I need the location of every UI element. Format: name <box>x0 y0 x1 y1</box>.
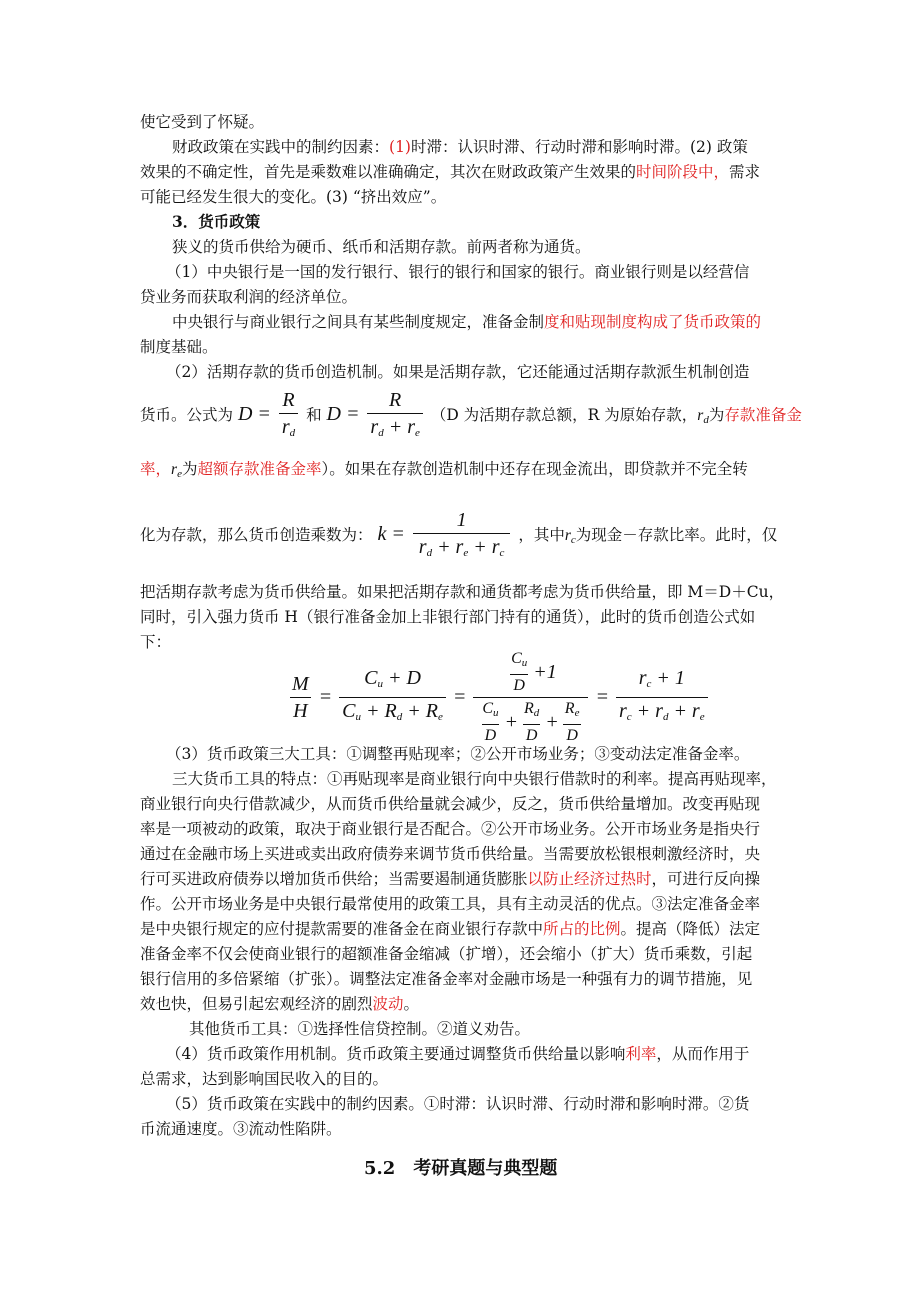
fraction: $\frac{1}{r_d + r_e + r_c}$ <box>413 509 511 564</box>
paragraph-line: 使它受到了怀疑。 <box>140 113 265 131</box>
paragraph-line: 效果的不确定性，首先是乘数难以准确确定，其次在财政政策产生效果的时间阶段中，需求 <box>140 163 761 181</box>
money-creation-formula: $\frac{M}{H}$ = $\frac{C_u + D}{C_u + R_d + R_e}$ = $\frac{C_u}{D}$ +1 $\frac{C_u}{D}$ + $\frac{R_d}{D}$ + $\frac{R_e}{D}$ = $\frac{r_c + 1}{r_c + r_d + r_e}$ <box>286 652 711 742</box>
section-heading: 3．货币政策 <box>172 212 261 231</box>
paragraph-line: 行可买进政府债券以增加货币供给；当需要遏制通货膨胀以防止经济过热时，可进行反向操 <box>140 870 761 888</box>
paragraph-line: 银行信用的多倍紧缩（扩张）。调整法定准备金率对金融市场是一种强有力的调节措施，见 <box>140 970 753 988</box>
formula-line: 货币。公式为 D = $\frac{R}{r_d}$ 和 D = $\frac{R}{r_d + r_e}$ （D 为活期存款总额，R 为原始存款，$r_d$为存款准备金 <box>140 386 782 442</box>
formula-d: D = <box>237 403 271 425</box>
paragraph-line: 同时，引入强力货币 H（银行准备金加上非银行部门持有的通货），此时的货币创造公式如 <box>140 608 756 626</box>
paragraph-line: 狭义的货币供给为硬币、纸币和活期存款。前两者称为通货。 <box>172 238 591 256</box>
paragraph-line: 币流通速度。③流动性陷阱。 <box>140 1120 342 1138</box>
paragraph-line: （2）活期存款的货币创造机制。如果是活期存款，它还能通过活期存款派生机制创造 <box>166 363 750 381</box>
section-title: 5.2 考研真题与典型题 <box>364 1158 558 1179</box>
paragraph-line: （4）货币政策作用机制。货币政策主要通过调整货币供给量以影响利率，从而作用于 <box>166 1045 750 1063</box>
paragraph-line: 效也快，但易引起宏观经济的剧烈波动。 <box>140 995 420 1013</box>
paragraph-line: 其他货币工具：①选择性信贷控制。②道义劝告。 <box>189 1020 531 1038</box>
paragraph-line: （3）货币政策三大工具：①调整再贴现率；②公开市场业务；③变动法定准备金率。 <box>166 745 750 763</box>
paragraph-line: 是中央银行规定的应付提款需要的准备金在商业银行存款中所占的比例。提高（降低）法定 <box>140 920 761 938</box>
paragraph-line: 下： <box>140 633 172 651</box>
paragraph-line: 准备金率不仅会使商业银行的超额准备金缩减（扩增），还会缩小（扩大）货币乘数，引起 <box>140 945 753 963</box>
paragraph-line: 率，$r_e$为超额存款准备金率）。如果在存款创造机制中还存在现金流出，即贷款并不完全转 <box>140 460 748 480</box>
paragraph-line: 商业银行向央行借款减少，从而货币供给量就会减少，反之，货币供给量增加。改变再贴现 <box>140 795 761 813</box>
formula-line: 化为存款，那么货币创造乘数为： k = $\frac{1}{r_d + r_e + r_c}$ ，其中$r_c$为现金－存款比率。此时，仅 <box>140 506 782 562</box>
paragraph-line: 可能已经发生很大的变化。(3) “挤出效应”。 <box>140 188 447 206</box>
fraction: $\frac{R}{r_d + r_e}$ <box>367 389 422 444</box>
paragraph-line: 财政政策在实践中的制约因素：(1)时滞：认识时滞、行动时滞和影响时滞。(2) 政策 <box>172 138 748 156</box>
paragraph-line: （5）货币政策在实践中的制约因素。①时滞：认识时滞、行动时滞和影响时滞。②货 <box>166 1095 750 1113</box>
paragraph-line: 贷业务而获取利润的经济单位。 <box>140 288 358 306</box>
fraction: $\frac{R}{r_d}$ <box>279 389 298 444</box>
paragraph-line: 通过在金融市场上买进或卖出政府债券来调节货币供给量。当需要放松银根刺激经济时，央 <box>140 845 761 863</box>
paragraph-line: 制度基础。 <box>140 338 218 356</box>
paragraph-line: 作。公开市场业务是中央银行最常使用的政策工具，具有主动灵活的优点。③法定准备金率 <box>140 895 761 913</box>
paragraph-line: 总需求，达到影响国民收入的目的。 <box>140 1070 389 1088</box>
paragraph-line: 率是一项被动的政策，取决于商业银行是否配合。②公开市场业务。公开市场业务是指央行 <box>140 820 761 838</box>
paragraph-line: 中央银行与商业银行之间具有某些制度规定，准备金制度和贴现制度构成了货币政策的 <box>172 313 762 331</box>
paragraph-line: （1）中央银行是一国的发行银行、银行的银行和国家的银行。商业银行则是以经营信 <box>166 263 750 281</box>
paragraph-line: 把活期存款考虑为货币供给量。如果把活期存款和通货都考虑为货币供给量，即 M＝D＋Cu， <box>140 583 785 601</box>
paragraph-line: 三大货币工具的特点：①再贴现率是商业银行向中央银行借款时的利率。提高再贴现率， <box>172 770 777 788</box>
